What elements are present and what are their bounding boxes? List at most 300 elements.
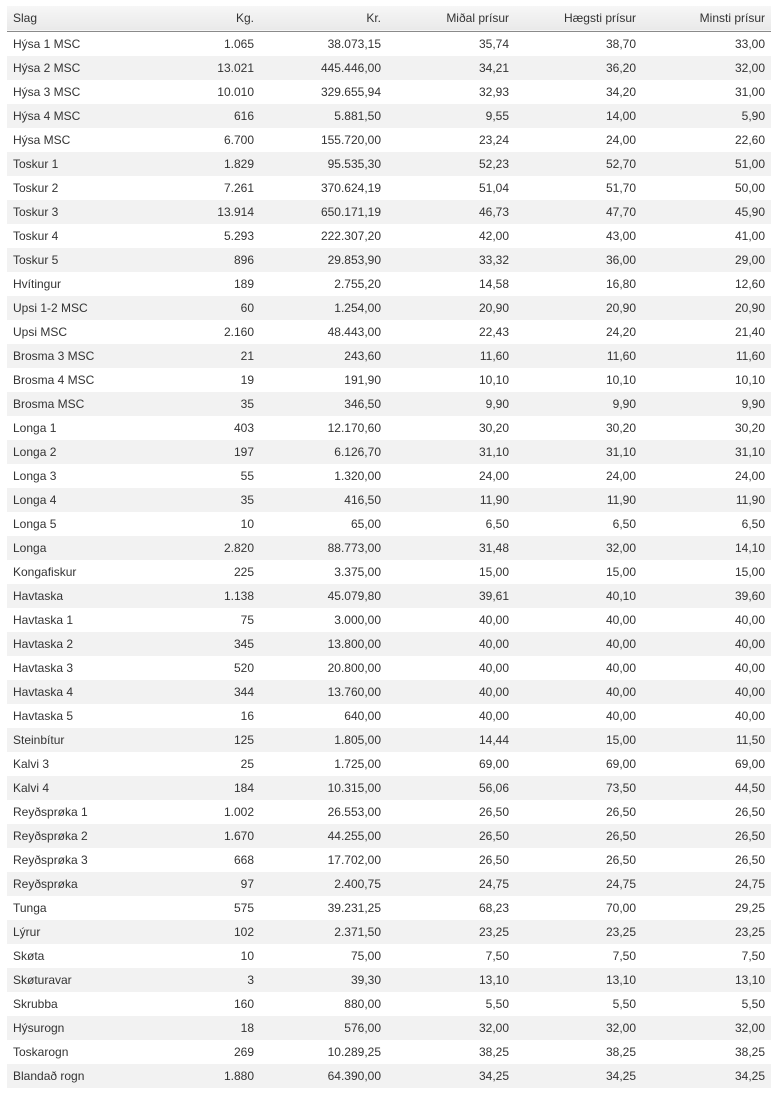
min-price-cell: 31,00 <box>734 84 765 99</box>
min-price-cell: 23,25 <box>734 924 765 939</box>
min-price-cell: 24,75 <box>734 876 765 891</box>
min-price-cell: 40,00 <box>734 684 765 699</box>
table-row <box>7 800 771 824</box>
species-cell: Havtaska <box>13 588 64 603</box>
max-price-cell: 16,80 <box>605 276 636 291</box>
min-price-cell: 11,60 <box>735 348 765 363</box>
avg-price-cell: 46,73 <box>478 204 509 219</box>
avg-price-cell: 34,21 <box>478 60 509 75</box>
kg-cell: 97 <box>240 876 254 891</box>
table-row <box>7 728 771 752</box>
table-row <box>7 464 771 488</box>
kr-cell: 243,60 <box>344 348 381 363</box>
avg-price-cell: 11,60 <box>479 348 509 363</box>
max-price-cell: 23,25 <box>605 924 636 939</box>
min-price-cell: 40,00 <box>734 636 765 651</box>
column-header-species[interactable]: Slag <box>13 11 38 26</box>
kr-cell: 370.624,19 <box>320 180 381 195</box>
kr-cell: 3.000,00 <box>334 612 381 627</box>
max-price-cell: 40,00 <box>605 684 636 699</box>
kr-cell: 2.755,20 <box>334 276 381 291</box>
kr-cell: 416,50 <box>344 492 381 507</box>
species-cell: Longa 1 <box>13 420 57 435</box>
species-cell: Toskur 3 <box>13 204 59 219</box>
kr-cell: 155.720,00 <box>320 132 381 147</box>
column-header-min-price[interactable]: Minsti prísur <box>699 11 765 26</box>
kr-cell: 191,90 <box>344 372 381 387</box>
kr-cell: 39,30 <box>350 972 381 987</box>
avg-price-cell: 68,23 <box>478 900 509 915</box>
min-price-cell: 15,00 <box>734 564 765 579</box>
max-price-cell: 15,00 <box>605 564 636 579</box>
max-price-cell: 30,20 <box>605 420 636 435</box>
kr-cell: 2.400,75 <box>334 876 381 891</box>
species-cell: Longa 5 <box>13 516 57 531</box>
table-row <box>7 752 771 776</box>
min-price-cell: 26,50 <box>734 804 765 819</box>
table-row <box>7 1064 771 1088</box>
table-row <box>7 848 771 872</box>
kr-cell: 10.315,00 <box>327 780 381 795</box>
kg-cell: 13.021 <box>217 60 254 75</box>
species-cell: Toskur 5 <box>13 252 59 267</box>
max-price-cell: 7,50 <box>612 948 636 963</box>
avg-price-cell: 40,00 <box>478 660 509 675</box>
avg-price-cell: 40,00 <box>478 636 509 651</box>
kg-cell: 25 <box>240 756 254 771</box>
kr-cell: 48.443,00 <box>327 324 381 339</box>
avg-price-cell: 9,90 <box>485 396 509 411</box>
avg-price-cell: 40,00 <box>478 612 509 627</box>
min-price-cell: 51,00 <box>734 156 765 171</box>
min-price-cell: 11,50 <box>735 732 765 747</box>
kr-cell: 640,00 <box>344 708 381 723</box>
min-price-cell: 24,00 <box>734 468 765 483</box>
species-cell: Skrubba <box>13 996 58 1011</box>
max-price-cell: 34,25 <box>605 1068 636 1083</box>
table-row <box>7 488 771 512</box>
column-header-max-price[interactable]: Hægsti prísur <box>563 11 636 26</box>
max-price-cell: 40,00 <box>605 636 636 651</box>
table-row <box>7 176 771 200</box>
avg-price-cell: 38,25 <box>478 1044 509 1059</box>
table-row <box>7 1016 771 1040</box>
kg-cell: 35 <box>240 492 254 507</box>
kr-cell: 64.390,00 <box>327 1068 381 1083</box>
table-row <box>7 80 771 104</box>
max-price-cell: 10,10 <box>605 372 636 387</box>
species-cell: Steinbítur <box>13 732 65 747</box>
max-price-cell: 24,75 <box>605 876 636 891</box>
table-row <box>7 248 771 272</box>
avg-price-cell: 10,10 <box>478 372 509 387</box>
kr-cell: 17.702,00 <box>327 852 381 867</box>
species-cell: Kalvi 4 <box>13 780 50 795</box>
kr-cell: 38.073,15 <box>327 36 381 51</box>
avg-price-cell: 32,00 <box>478 1020 509 1035</box>
kg-cell: 3 <box>247 972 254 987</box>
species-cell: Reyðsprøka 2 <box>13 828 88 843</box>
max-price-cell: 9,90 <box>612 396 636 411</box>
avg-price-cell: 40,00 <box>478 708 509 723</box>
table-row <box>7 368 771 392</box>
table-row <box>7 656 771 680</box>
kr-cell: 29.853,90 <box>327 252 381 267</box>
kg-cell: 18 <box>240 1020 254 1035</box>
avg-price-cell: 51,04 <box>478 180 509 195</box>
min-price-cell: 40,00 <box>734 660 765 675</box>
avg-price-cell: 39,61 <box>478 588 509 603</box>
kr-cell: 650.171,19 <box>320 204 381 219</box>
column-header-kg[interactable]: Kg. <box>235 11 254 26</box>
kr-cell: 1.725,00 <box>334 756 381 771</box>
min-price-cell: 12,60 <box>734 276 765 291</box>
kg-cell: 2.160 <box>223 324 254 339</box>
kr-cell: 65,00 <box>350 516 381 531</box>
avg-price-cell: 24,00 <box>478 468 509 483</box>
species-cell: Hýsa 2 MSC <box>13 60 81 75</box>
min-price-cell: 7,50 <box>741 948 765 963</box>
kr-cell: 5.881,50 <box>334 108 381 123</box>
table-row <box>7 272 771 296</box>
min-price-cell: 21,40 <box>734 324 765 339</box>
max-price-cell: 43,00 <box>605 228 636 243</box>
table-header <box>7 6 771 31</box>
min-price-cell: 30,20 <box>734 420 765 435</box>
min-price-cell: 10,10 <box>734 372 765 387</box>
avg-price-cell: 14,58 <box>478 276 509 291</box>
max-price-cell: 40,00 <box>605 660 636 675</box>
column-header-avg-price[interactable]: Miðal prísur <box>446 11 509 26</box>
table-row <box>7 536 771 560</box>
kg-cell: 102 <box>233 924 254 939</box>
avg-price-cell: 31,48 <box>478 540 509 555</box>
max-price-cell: 38,70 <box>605 36 636 51</box>
avg-price-cell: 32,93 <box>478 84 509 99</box>
max-price-cell: 70,00 <box>605 900 636 915</box>
max-price-cell: 5,50 <box>612 996 636 1011</box>
min-price-cell: 5,50 <box>741 996 765 1011</box>
species-cell: Toskarogn <box>13 1044 69 1059</box>
kr-cell: 3.375,00 <box>334 564 381 579</box>
kg-cell: 197 <box>233 444 254 459</box>
kr-cell: 1.254,00 <box>334 300 381 315</box>
avg-price-cell: 20,90 <box>478 300 509 315</box>
species-cell: Havtaska 1 <box>13 612 74 627</box>
species-cell: Havtaska 5 <box>13 708 74 723</box>
table-row <box>7 200 771 224</box>
avg-price-cell: 11,90 <box>479 492 509 507</box>
species-cell: Hýsa 3 MSC <box>13 84 81 99</box>
kg-cell: 616 <box>233 108 254 123</box>
species-cell: Longa 4 <box>13 492 57 507</box>
species-cell: Havtaska 4 <box>13 684 74 699</box>
column-header-kr[interactable]: Kr. <box>366 11 381 26</box>
max-price-cell: 6,50 <box>612 516 636 531</box>
kg-cell: 344 <box>233 684 254 699</box>
min-price-cell: 22,60 <box>734 132 765 147</box>
min-price-cell: 26,50 <box>734 828 765 843</box>
table-row <box>7 632 771 656</box>
avg-price-cell: 9,55 <box>485 108 509 123</box>
species-cell: Reyðsprøka <box>13 876 78 891</box>
table-row <box>7 512 771 536</box>
table-row <box>7 344 771 368</box>
min-price-cell: 45,90 <box>734 204 765 219</box>
kg-cell: 60 <box>240 300 254 315</box>
species-cell: Reyðsprøka 3 <box>13 852 88 867</box>
avg-price-cell: 23,24 <box>478 132 509 147</box>
species-cell: Lýrur <box>13 924 41 939</box>
min-price-cell: 29,25 <box>734 900 765 915</box>
kr-cell: 88.773,00 <box>327 540 381 555</box>
kr-cell: 44.255,00 <box>327 828 381 843</box>
min-price-cell: 40,00 <box>734 708 765 723</box>
kg-cell: 1.002 <box>223 804 254 819</box>
kg-cell: 189 <box>233 276 254 291</box>
species-cell: Havtaska 2 <box>13 636 74 651</box>
min-price-cell: 6,50 <box>741 516 765 531</box>
kg-cell: 55 <box>240 468 254 483</box>
avg-price-cell: 33,32 <box>478 252 509 267</box>
table-row <box>7 680 771 704</box>
kr-cell: 346,50 <box>344 396 381 411</box>
auction-price-table <box>7 6 771 1088</box>
kg-cell: 10.010 <box>217 84 254 99</box>
min-price-cell: 11,90 <box>735 492 765 507</box>
table-row <box>7 968 771 992</box>
species-cell: Upsi MSC <box>13 324 68 339</box>
max-price-cell: 69,00 <box>605 756 636 771</box>
kr-cell: 45.079,80 <box>327 588 381 603</box>
min-price-cell: 32,00 <box>734 1020 765 1035</box>
species-cell: Hýsurogn <box>13 1020 65 1035</box>
avg-price-cell: 13,10 <box>478 972 509 987</box>
max-price-cell: 31,10 <box>605 444 636 459</box>
max-price-cell: 47,70 <box>605 204 636 219</box>
avg-price-cell: 42,00 <box>478 228 509 243</box>
min-price-cell: 44,50 <box>734 780 765 795</box>
species-cell: Reyðsprøka 1 <box>13 804 88 819</box>
table-row <box>7 944 771 968</box>
kg-cell: 10 <box>240 948 254 963</box>
table-row <box>7 128 771 152</box>
kg-cell: 225 <box>233 564 254 579</box>
avg-price-cell: 24,75 <box>478 876 509 891</box>
max-price-cell: 13,10 <box>605 972 636 987</box>
table-body <box>7 31 771 1088</box>
species-cell: Havtaska 3 <box>13 660 74 675</box>
min-price-cell: 34,25 <box>734 1068 765 1083</box>
kr-cell: 1.320,00 <box>334 468 381 483</box>
kr-cell: 222.307,20 <box>320 228 381 243</box>
species-cell: Brosma 3 MSC <box>13 348 95 363</box>
table-row <box>7 560 771 584</box>
species-cell: Toskur 2 <box>13 180 59 195</box>
max-price-cell: 24,00 <box>605 132 636 147</box>
kr-cell: 1.805,00 <box>334 732 381 747</box>
max-price-cell: 24,20 <box>605 324 636 339</box>
species-cell: Longa 2 <box>13 444 57 459</box>
table-row <box>7 31 771 56</box>
species-cell: Toskur 4 <box>13 228 59 243</box>
max-price-cell: 40,00 <box>605 612 636 627</box>
min-price-cell: 29,00 <box>734 252 765 267</box>
max-price-cell: 40,10 <box>605 588 636 603</box>
table-row <box>7 1040 771 1064</box>
kg-cell: 35 <box>240 396 254 411</box>
kg-cell: 7.261 <box>223 180 254 195</box>
avg-price-cell: 26,50 <box>478 828 509 843</box>
table-row <box>7 392 771 416</box>
max-price-cell: 24,00 <box>605 468 636 483</box>
kg-cell: 1.670 <box>223 828 254 843</box>
avg-price-cell: 22,43 <box>478 324 509 339</box>
avg-price-cell: 52,23 <box>478 156 509 171</box>
max-price-cell: 20,90 <box>605 300 636 315</box>
species-cell: Hýsa 1 MSC <box>13 36 81 51</box>
min-price-cell: 69,00 <box>734 756 765 771</box>
kg-cell: 1.880 <box>223 1068 254 1083</box>
species-cell: Toskur 1 <box>13 156 59 171</box>
table-row <box>7 224 771 248</box>
kr-cell: 39.231,25 <box>327 900 381 915</box>
max-price-cell: 14,00 <box>605 108 636 123</box>
avg-price-cell: 26,50 <box>478 852 509 867</box>
min-price-cell: 40,00 <box>734 612 765 627</box>
kg-cell: 668 <box>233 852 254 867</box>
species-cell: Kalvi 3 <box>13 756 50 771</box>
avg-price-cell: 6,50 <box>485 516 509 531</box>
avg-price-cell: 35,74 <box>478 36 509 51</box>
kr-cell: 26.553,00 <box>327 804 381 819</box>
table-row <box>7 896 771 920</box>
min-price-cell: 14,10 <box>734 540 765 555</box>
header-row <box>7 6 771 31</box>
table-row <box>7 56 771 80</box>
max-price-cell: 26,50 <box>605 804 636 819</box>
species-cell: Kongafiskur <box>13 564 77 579</box>
species-cell: Brosma MSC <box>13 396 85 411</box>
kr-cell: 95.535,30 <box>327 156 381 171</box>
max-price-cell: 26,50 <box>605 852 636 867</box>
max-price-cell: 32,00 <box>605 1020 636 1035</box>
kg-cell: 160 <box>233 996 254 1011</box>
kr-cell: 12.170,60 <box>327 420 381 435</box>
max-price-cell: 11,60 <box>606 348 636 363</box>
table-row <box>7 104 771 128</box>
min-price-cell: 50,00 <box>734 180 765 195</box>
species-cell: Tunga <box>13 900 47 915</box>
species-cell: Longa 3 <box>13 468 57 483</box>
max-price-cell: 34,20 <box>605 84 636 99</box>
kr-cell: 2.371,50 <box>334 924 381 939</box>
kg-cell: 1.829 <box>223 156 254 171</box>
kr-cell: 880,00 <box>344 996 381 1011</box>
species-cell: Hvítingur <box>13 276 62 291</box>
table-row <box>7 608 771 632</box>
kg-cell: 6.700 <box>223 132 254 147</box>
min-price-cell: 5,90 <box>741 108 765 123</box>
kg-cell: 1.138 <box>223 588 254 603</box>
min-price-cell: 31,10 <box>734 444 765 459</box>
species-cell: Longa <box>13 540 47 555</box>
table-row <box>7 320 771 344</box>
min-price-cell: 41,00 <box>734 228 765 243</box>
species-cell: Skøta <box>13 948 45 963</box>
max-price-cell: 36,00 <box>605 252 636 267</box>
table-row <box>7 704 771 728</box>
max-price-cell: 40,00 <box>605 708 636 723</box>
max-price-cell: 36,20 <box>605 60 636 75</box>
table-row <box>7 296 771 320</box>
min-price-cell: 33,00 <box>734 36 765 51</box>
kg-cell: 345 <box>233 636 254 651</box>
kg-cell: 21 <box>240 348 254 363</box>
avg-price-cell: 5,50 <box>485 996 509 1011</box>
min-price-cell: 13,10 <box>734 972 765 987</box>
min-price-cell: 32,00 <box>734 60 765 75</box>
kr-cell: 576,00 <box>344 1020 381 1035</box>
max-price-cell: 51,70 <box>605 180 636 195</box>
max-price-cell: 73,50 <box>605 780 636 795</box>
kr-cell: 13.800,00 <box>327 636 381 651</box>
min-price-cell: 39,60 <box>734 588 765 603</box>
avg-price-cell: 26,50 <box>478 804 509 819</box>
kg-cell: 575 <box>233 900 254 915</box>
avg-price-cell: 23,25 <box>478 924 509 939</box>
kr-cell: 75,00 <box>350 948 381 963</box>
avg-price-cell: 7,50 <box>485 948 509 963</box>
auction-price-table-container <box>7 6 771 1088</box>
species-cell: Hýsa MSC <box>13 132 71 147</box>
kg-cell: 5.293 <box>223 228 254 243</box>
kg-cell: 403 <box>233 420 254 435</box>
kg-cell: 184 <box>233 780 254 795</box>
max-price-cell: 26,50 <box>605 828 636 843</box>
species-cell: Hýsa 4 MSC <box>13 108 81 123</box>
kg-cell: 269 <box>233 1044 254 1059</box>
avg-price-cell: 34,25 <box>478 1068 509 1083</box>
table-row <box>7 584 771 608</box>
avg-price-cell: 31,10 <box>478 444 509 459</box>
kr-cell: 329.655,94 <box>320 84 381 99</box>
kg-cell: 125 <box>233 732 254 747</box>
max-price-cell: 15,00 <box>605 732 636 747</box>
kr-cell: 13.760,00 <box>327 684 381 699</box>
kr-cell: 20.800,00 <box>327 660 381 675</box>
kg-cell: 19 <box>240 372 254 387</box>
table-row <box>7 992 771 1016</box>
table-row <box>7 440 771 464</box>
species-cell: Skøturavar <box>13 972 72 987</box>
kg-cell: 16 <box>240 708 254 723</box>
kr-cell: 10.289,25 <box>327 1044 381 1059</box>
min-price-cell: 9,90 <box>741 396 765 411</box>
min-price-cell: 38,25 <box>734 1044 765 1059</box>
kg-cell: 520 <box>233 660 254 675</box>
species-cell: Brosma 4 MSC <box>13 372 95 387</box>
kr-cell: 6.126,70 <box>334 444 381 459</box>
kg-cell: 13.914 <box>217 204 254 219</box>
species-cell: Upsi 1-2 MSC <box>13 300 88 315</box>
table-row <box>7 872 771 896</box>
avg-price-cell: 56,06 <box>478 780 509 795</box>
table-row <box>7 776 771 800</box>
table-row <box>7 824 771 848</box>
min-price-cell: 26,50 <box>734 852 765 867</box>
min-price-cell: 20,90 <box>734 300 765 315</box>
